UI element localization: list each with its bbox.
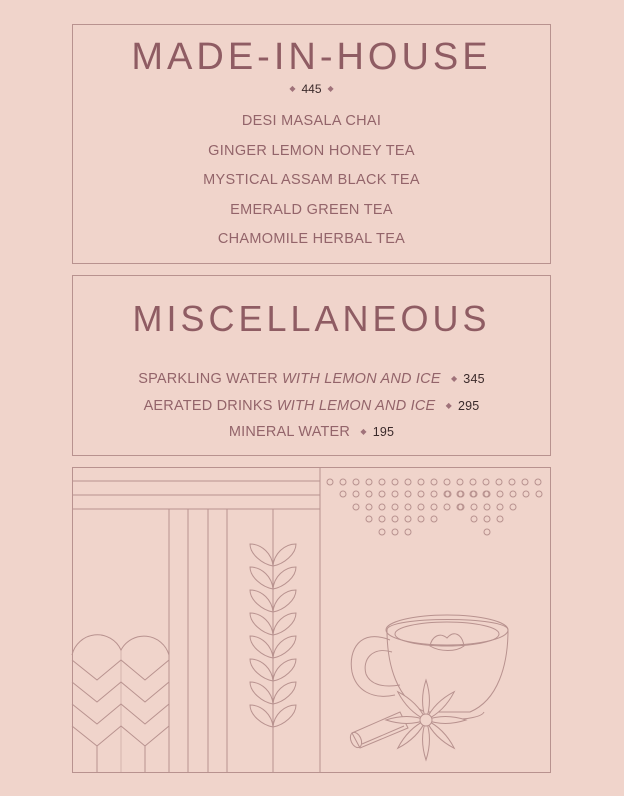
dot — [522, 479, 528, 485]
dot — [510, 504, 516, 510]
dot — [431, 504, 437, 510]
list-item: MYSTICAL ASSAM BLACK TEA — [203, 172, 420, 188]
dot — [340, 479, 346, 485]
dot — [484, 529, 490, 535]
dot — [431, 516, 437, 522]
dot — [379, 516, 385, 522]
diamond-icon: ◆ — [450, 374, 458, 383]
dot — [471, 516, 477, 522]
anise-center — [420, 714, 432, 726]
dot — [484, 516, 490, 522]
list-item: CHAMOMILE HERBAL TEA — [217, 231, 406, 247]
dot — [366, 491, 372, 497]
dot — [392, 479, 398, 485]
dot — [366, 504, 372, 510]
section-title: MISCELLANEOUS — [132, 298, 491, 339]
dot — [379, 529, 385, 535]
dot — [523, 491, 529, 497]
dot — [457, 479, 463, 485]
diamond-icon: ◆ — [289, 84, 296, 93]
dot — [392, 529, 398, 535]
dot — [405, 516, 411, 522]
list-item: DESI MASALA CHAI — [241, 113, 382, 129]
dot — [392, 491, 398, 497]
dot — [353, 479, 359, 485]
dot — [497, 504, 503, 510]
dot — [366, 516, 372, 522]
dot — [379, 504, 385, 510]
leaf — [250, 659, 273, 681]
dot-pattern — [327, 479, 542, 535]
dot — [405, 479, 411, 485]
leaf — [250, 682, 273, 704]
diamond-icon: ◆ — [445, 400, 452, 410]
dot — [379, 491, 385, 497]
leaf — [273, 659, 296, 681]
diamond-icon: ◆ — [327, 84, 334, 93]
star-anise-icon — [386, 680, 466, 760]
dot — [392, 504, 398, 510]
item-note: WITH LEMON AND ICE — [282, 371, 441, 387]
leaf — [273, 613, 296, 635]
list-item: EMERALD GREEN TEA — [230, 201, 393, 218]
dot — [471, 504, 477, 510]
dot — [497, 491, 503, 497]
dot — [444, 504, 450, 510]
leaf — [273, 705, 296, 727]
dot — [327, 479, 333, 485]
dot — [379, 479, 385, 485]
dot — [418, 516, 424, 522]
leaf — [273, 682, 296, 704]
column-lines — [169, 509, 273, 773]
dot — [483, 479, 489, 485]
dot — [353, 504, 359, 510]
leaf — [250, 636, 273, 658]
dot — [510, 491, 516, 497]
dot — [444, 479, 450, 485]
dot — [431, 479, 437, 485]
item-name: SPARKLING WATER — [138, 371, 278, 387]
leaf — [273, 544, 296, 566]
list-item: GINGER LEMON HONEY TEA — [208, 142, 415, 159]
item-price: 295 — [457, 398, 480, 413]
dot — [497, 516, 503, 522]
item-note: WITH LEMON AND ICE — [276, 397, 436, 414]
dot — [418, 491, 424, 497]
leaf — [250, 544, 273, 566]
dot — [431, 491, 437, 497]
dot — [405, 529, 411, 535]
dot — [535, 479, 541, 485]
diamond-icon: ◆ — [360, 427, 367, 436]
item-price: 345 — [463, 372, 485, 386]
leaf — [250, 613, 273, 635]
item-name: MINERAL WATER — [228, 424, 351, 440]
dot — [418, 504, 424, 510]
band-lines — [72, 467, 320, 773]
leaf — [273, 590, 296, 612]
dot — [484, 504, 490, 510]
price-value: 445 — [301, 82, 322, 96]
section-title: MADE-IN-HOUSE — [131, 36, 492, 78]
chevron-pattern — [72, 635, 169, 773]
dot — [366, 479, 372, 485]
dot — [496, 479, 502, 485]
leaf — [250, 705, 273, 727]
dot — [470, 479, 476, 485]
dot — [509, 479, 515, 485]
leaf — [250, 590, 273, 612]
leaf — [250, 567, 273, 589]
leaf — [273, 567, 296, 589]
dot — [536, 491, 542, 497]
item-price: 195 — [372, 425, 395, 439]
dot — [340, 491, 346, 497]
dot — [418, 479, 424, 485]
dot — [392, 516, 398, 522]
dot — [405, 504, 411, 510]
item-name: AERATED DRINKS — [143, 397, 273, 414]
dot — [353, 491, 359, 497]
leaf — [273, 636, 296, 658]
dot — [405, 491, 411, 497]
